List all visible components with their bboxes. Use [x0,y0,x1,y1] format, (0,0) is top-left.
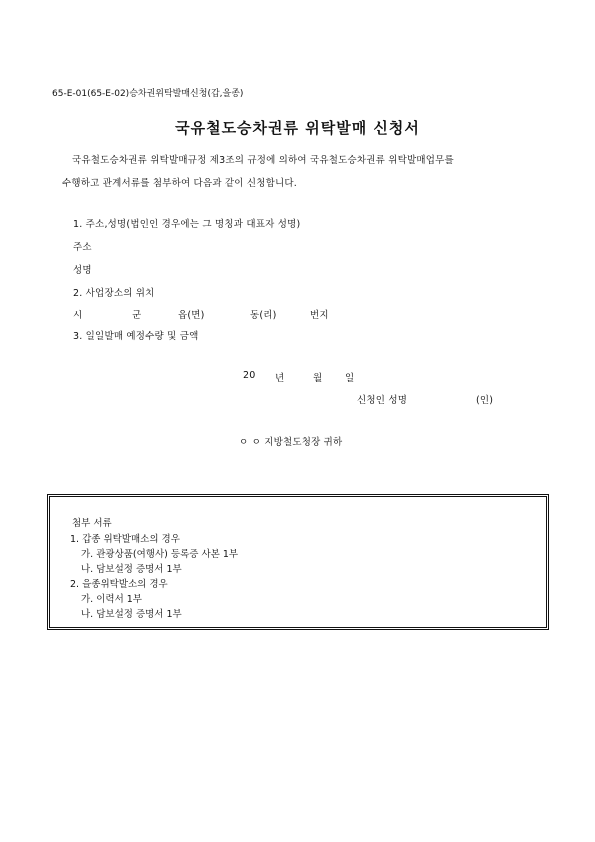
attachment-group-1: 1. 갑종 위탁발매소의 경우 [70,534,180,545]
name-label: 성명 [73,265,92,276]
field-daily-sales-heading: 3. 일일발매 예정수량 및 금액 [73,331,199,342]
date-year-unit: 년 [275,373,285,384]
attachment-group-1-item-b: 나. 담보설정 증명서 1부 [81,564,182,575]
location-bunji-label: 번지 [310,310,329,321]
location-eup-label: 읍(면) [178,310,205,321]
document-title: 국유철도승차권류 위탁발매 신청서 [175,119,420,137]
attachments-heading: 첨부 서류 [72,518,112,529]
attachments-box [47,494,549,630]
attachment-group-2: 2. 을종위탁발소의 경우 [70,579,168,590]
field-address-name-heading: 1. 주소,성명(법인인 경우에는 그 명칭과 대표자 성명) [73,219,301,230]
location-gun-label: 군 [132,310,142,321]
date-day-unit: 일 [345,373,355,384]
intro-paragraph-line-1: 국유철도승차권류 위탁발매규정 제3조의 규정에 의하여 국유철도승차권류 위탁발매업무를 [72,155,454,166]
location-dong-label: 동(리) [250,310,277,321]
date-year-prefix: 20 [243,370,256,381]
attachment-group-2-item-a: 가. 이력서 1부 [81,594,142,605]
field-business-location-heading: 2. 사업장소의 위치 [73,288,155,299]
seal-mark: (인) [476,395,494,406]
address-label: 주소 [73,242,92,253]
applicant-name-label: 신청인 성명 [357,395,408,406]
form-code: 65-E-01(65-E-02)승차권위탁발매신청(갑,을종) [52,89,244,99]
intro-paragraph-line-2: 수행하고 관계서류를 첨부하여 다음과 같이 신청합니다. [62,178,297,189]
location-si-label: 시 [73,310,83,321]
date-month-unit: 월 [313,373,323,384]
attachment-group-1-item-a: 가. 관광상품(여행사) 등록증 사본 1부 [81,549,239,560]
attachment-group-2-item-b: 나. 담보설정 증명서 1부 [81,609,182,620]
recipient-line: ㅇ ㅇ 지방철도청장 귀하 [239,437,343,448]
